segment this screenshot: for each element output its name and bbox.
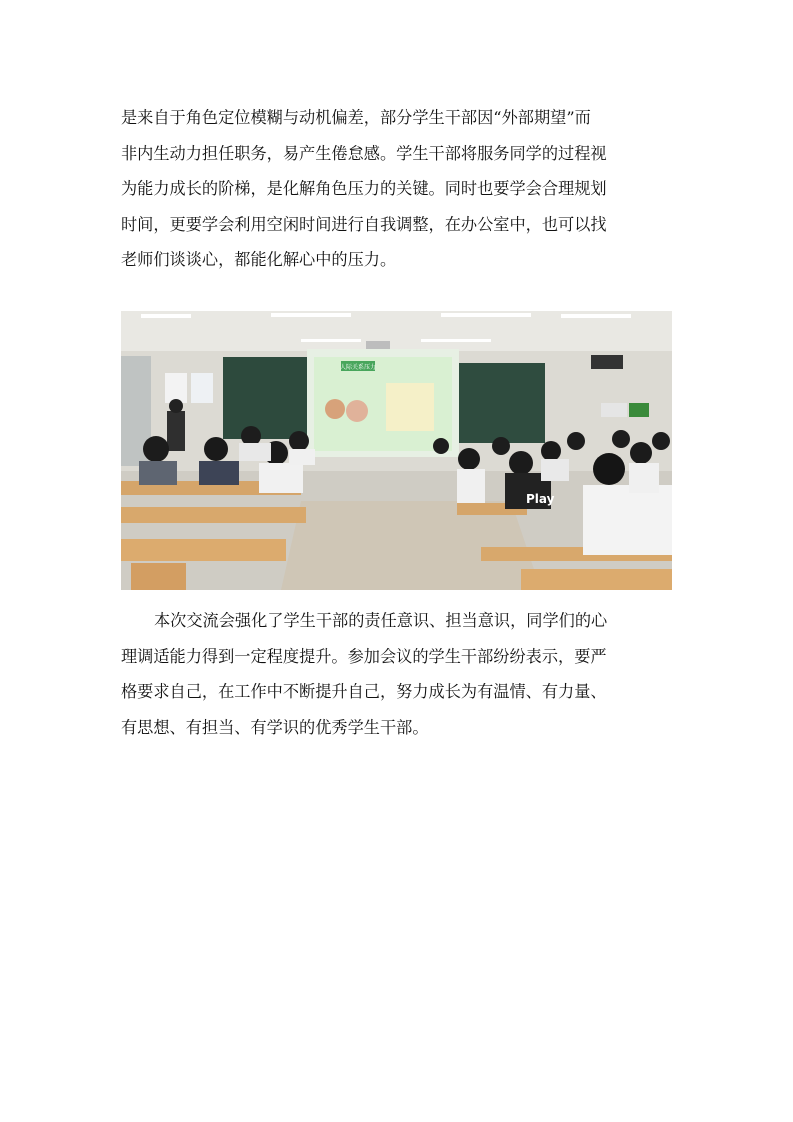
paragraph-line: 有思想、有担当、有学识的优秀学生干部。 xyxy=(121,717,429,737)
paragraph-line: 格要求自己，在工作中不断提升自己，努力成长为有温情、有力量、 xyxy=(121,682,607,701)
shirt-print: Play xyxy=(526,492,555,506)
paragraph-intro xyxy=(121,100,673,278)
paragraph-line: 为能力成长的阶梯，是化解角色压力的关键。同时也要学会合理规划 xyxy=(121,179,607,198)
paragraph-line: 时间，更要学会利用空闲时间进行自我调整，在办公室中，也可以找 xyxy=(121,214,607,234)
paragraph-line: 理调适能力得到一定程度提升。参加会议的学生干部纷纷表示，要严 xyxy=(121,646,607,666)
paragraph-line: 非内生动力担任职务，易产生倦怠感。学生干部将服务同学的过程视 xyxy=(121,143,607,163)
paragraph-line: 老师们谈谈心，都能化解心中的压力。 xyxy=(121,250,397,269)
paragraph-line: 是来自于角色定位模糊与动机偏差，部分学生干部因“外部期望”而 xyxy=(121,108,591,127)
classroom-photo xyxy=(121,311,672,590)
paragraph-line: 本次交流会强化了学生干部的责任意识、担当意识，同学们的心 xyxy=(154,611,608,630)
paragraph-summary xyxy=(121,603,673,745)
slide-title: 人际关系压力 xyxy=(339,364,377,371)
